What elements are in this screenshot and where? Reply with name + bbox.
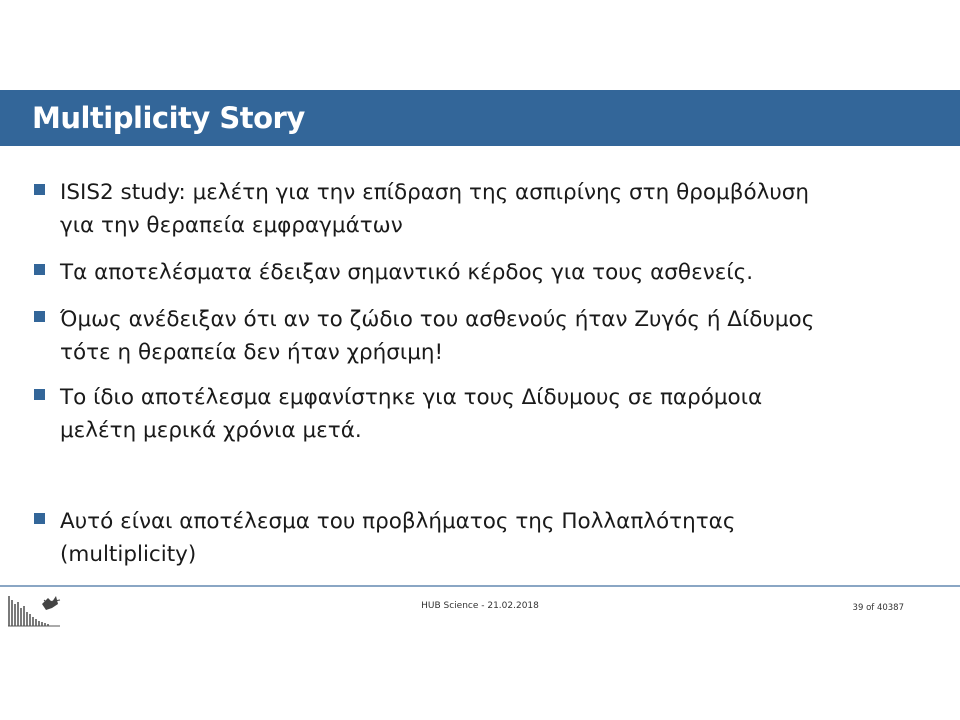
- title-bar: [0, 90, 960, 146]
- footer-text: HUB Science - 21.02.2018: [421, 601, 539, 611]
- bullet-text: Το ίδιο αποτέλεσμα εμφανίστηκε για τους Δίδυμους σε παρόμοια μελέτη μερικά χρόνια μετά.: [60, 385, 763, 443]
- bullet-text: Όμως ανέδειξαν ότι αν το ζώδιο του ασθενούς ήταν Ζυγός ή Δίδυμος τότε η θεραπεία δεν ήταν χρήσιμη!: [60, 307, 815, 365]
- bullet-text: Αυτό είναι αποτέλεσμα του προβλήματος της Πολλαπλότητας (multiplicity): [60, 509, 736, 567]
- slide-title: Multiplicity Story: [32, 101, 305, 135]
- square-bullet-icon: [34, 389, 45, 400]
- square-bullet-icon: [34, 184, 45, 195]
- page-number: 39 of 40387: [852, 603, 904, 613]
- square-bullet-icon: [34, 311, 45, 322]
- bullet-text: Τα αποτελέσματα έδειξαν σημαντικό κέρδος για τους ασθενείς.: [60, 260, 754, 285]
- square-bullet-icon: [34, 264, 45, 275]
- footer-divider: [0, 585, 960, 587]
- square-bullet-icon: [34, 513, 45, 524]
- bullet-text: ISIS2 study: μελέτη για την επίδραση της ασπιρίνης στη θρομβόλυση για την θεραπεία εμφραγμάτων: [60, 180, 810, 238]
